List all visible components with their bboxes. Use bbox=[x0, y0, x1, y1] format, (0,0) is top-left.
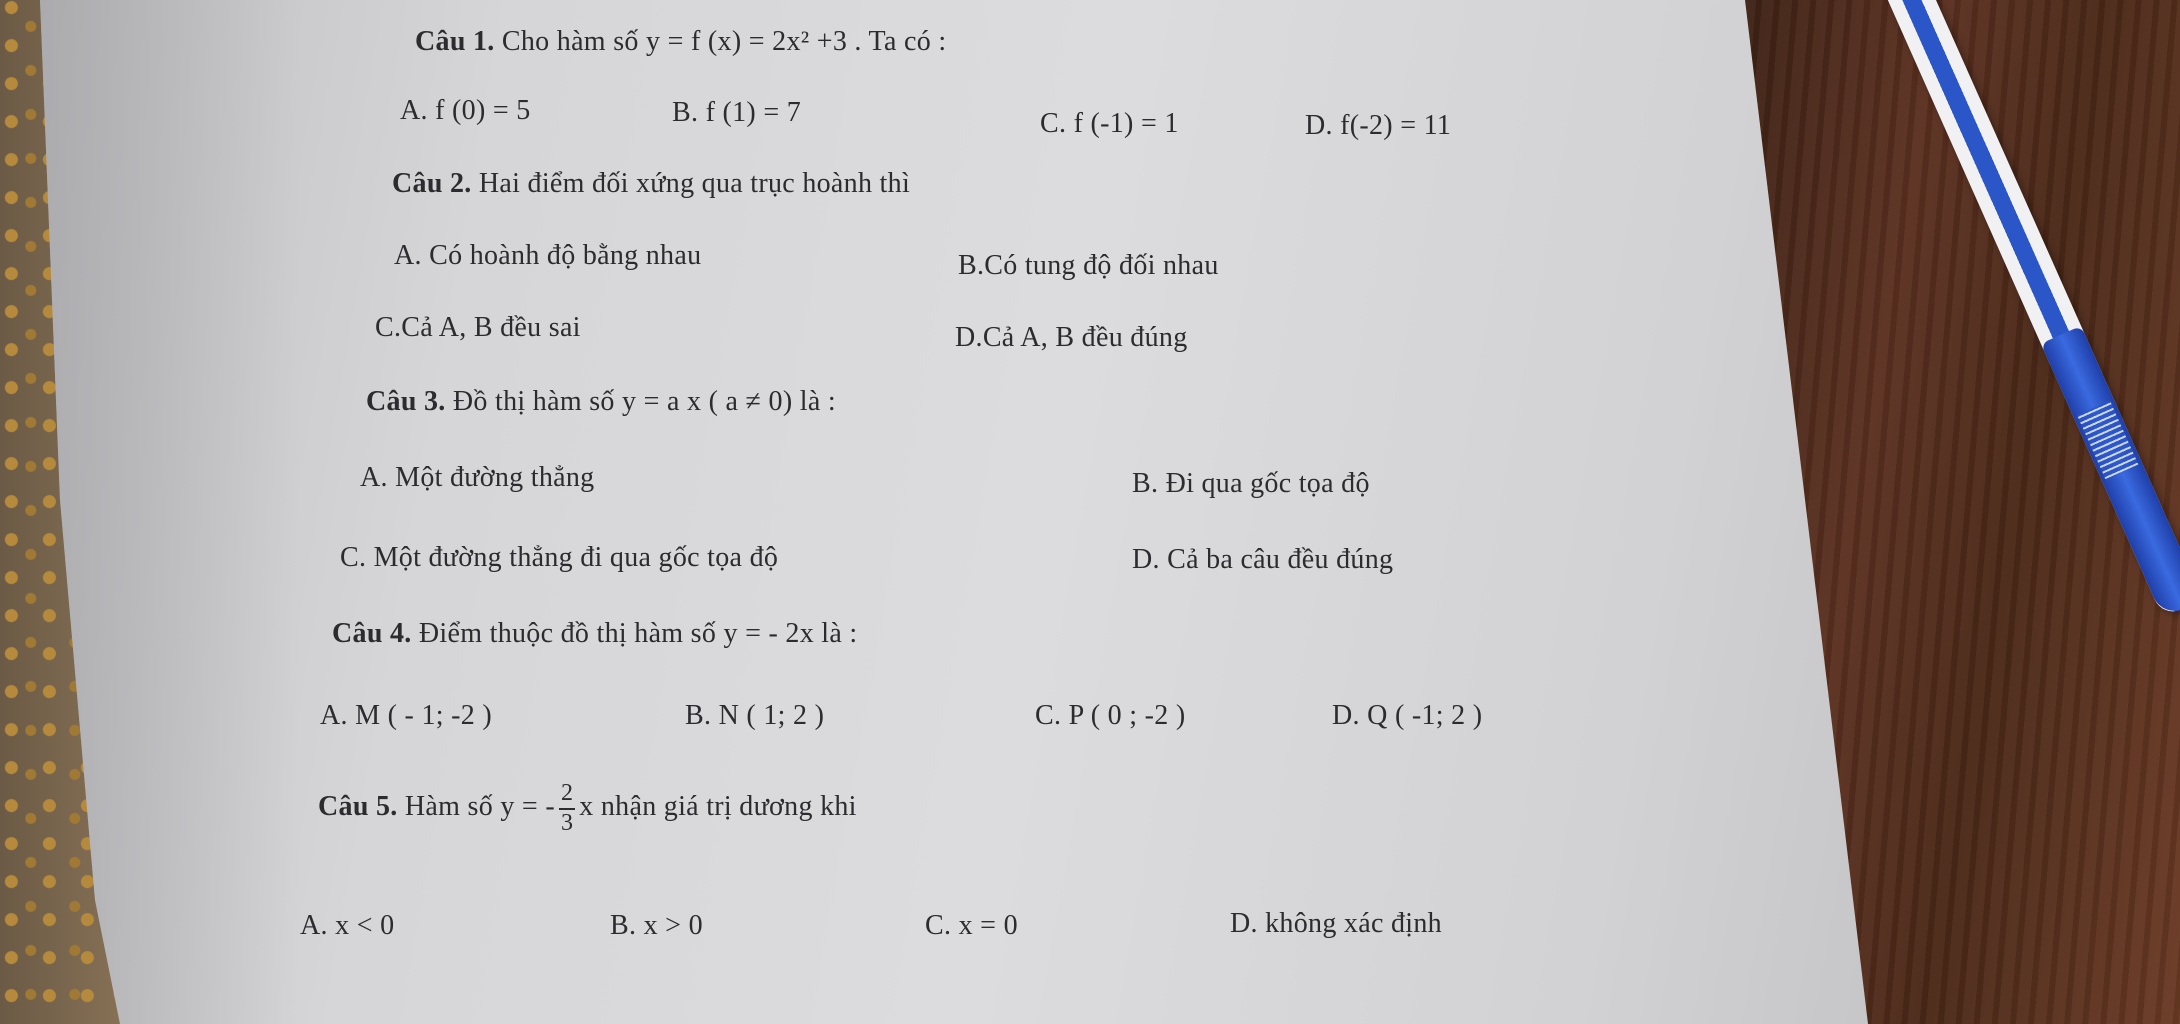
question-4 bbox=[332, 618, 857, 650]
question-2-stem: Hai điểm đối xứng qua trục hoành thì bbox=[478, 168, 911, 199]
q3-option-a: A. Một đường thẳng bbox=[360, 462, 595, 493]
q4-option-d: D. Q ( -1; 2 ) bbox=[1332, 700, 1483, 731]
q4-option-b: B. N ( 1; 2 ) bbox=[685, 700, 825, 731]
q5-option-a: A. x < 0 bbox=[300, 910, 395, 941]
q1-option-d: D. f(-2) = 11 bbox=[1305, 110, 1452, 141]
q3-option-c: C. Một đường thẳng đi qua gốc tọa độ bbox=[340, 542, 779, 573]
question-3 bbox=[366, 386, 836, 418]
q2-option-d: D.Cả A, B đều đúng bbox=[955, 322, 1188, 353]
q4-option-a: A. M ( - 1; -2 ) bbox=[320, 700, 492, 731]
question-5-stem-pre: Hàm số y = - bbox=[404, 791, 555, 823]
q2-option-a: A. Có hoành độ bằng nhau bbox=[394, 240, 702, 271]
fraction-denominator: 3 bbox=[560, 809, 574, 836]
fraction bbox=[559, 780, 575, 837]
q4-option-c: C. P ( 0 ; -2 ) bbox=[1035, 700, 1186, 731]
question-5 bbox=[318, 780, 857, 837]
question-2 bbox=[392, 168, 910, 200]
question-5-label: Câu 5. bbox=[318, 791, 398, 823]
q5-option-b: B. x > 0 bbox=[610, 910, 703, 941]
question-3-label: Câu 3. bbox=[366, 386, 446, 417]
fraction-numerator: 2 bbox=[559, 780, 575, 810]
question-1-stem: Cho hàm số y = f (x) = 2x² +3 . Ta có : bbox=[501, 26, 947, 57]
q5-option-c: C. x = 0 bbox=[925, 910, 1018, 941]
question-4-stem: Điểm thuộc đồ thị hàm số y = - 2x là : bbox=[418, 618, 858, 649]
q3-option-b: B. Đi qua gốc tọa độ bbox=[1132, 468, 1370, 499]
q2-option-b: B.Có tung độ đối nhau bbox=[958, 250, 1219, 281]
q1-option-c: C. f (-1) = 1 bbox=[1040, 108, 1179, 139]
q3-option-d: D. Cả ba câu đều đúng bbox=[1132, 544, 1394, 575]
q1-option-a: A. f (0) = 5 bbox=[400, 95, 531, 126]
question-5-stem-post: x nhận giá trị dương khi bbox=[579, 791, 857, 823]
question-3-stem: Đồ thị hàm số y = a x ( a ≠ 0) là : bbox=[452, 386, 836, 417]
question-4-label: Câu 4. bbox=[332, 618, 412, 649]
question-1 bbox=[415, 26, 946, 58]
question-1-label: Câu 1. bbox=[415, 26, 495, 57]
q5-option-d: D. không xác định bbox=[1230, 908, 1442, 939]
q1-option-b: B. f (1) = 7 bbox=[672, 97, 802, 128]
question-2-label: Câu 2. bbox=[392, 168, 472, 199]
q2-option-c: C.Cả A, B đều sai bbox=[375, 312, 581, 343]
